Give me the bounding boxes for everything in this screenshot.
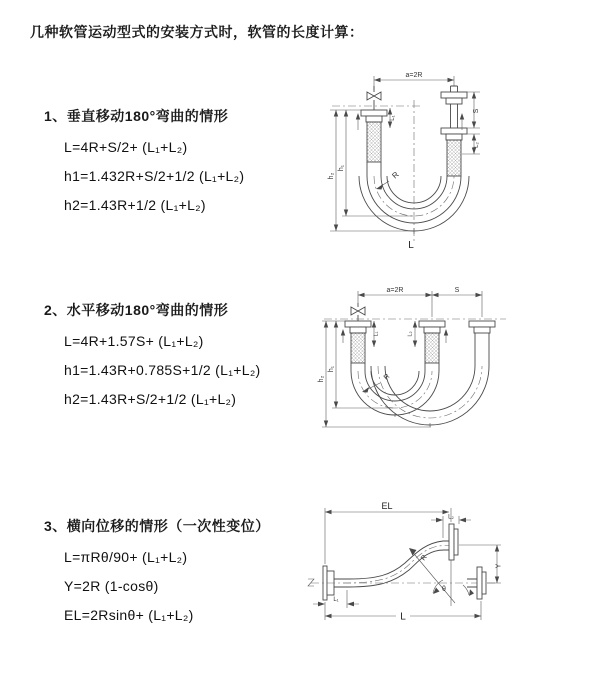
section-2-heading: 2、水平移动180°弯曲的情形: [44, 302, 229, 318]
section-2-formula-h2: h2=1.43R+S/2+1/2 (L₁+L₂): [64, 391, 237, 407]
section-1-formula-h2: h2=1.43R+1/2 (L₁+L₂): [64, 197, 206, 213]
diagram-vertical-180-bend: [312, 66, 587, 256]
valve-icon: [351, 303, 365, 321]
section-2-formula-L: L=4R+1.57S+ (L₁+L₂): [64, 333, 204, 349]
flange: [469, 321, 495, 327]
dim-label-h1: h₁: [328, 365, 335, 373]
section-1: [44, 106, 244, 213]
flange: [361, 110, 387, 116]
dim-label-h2: h₂: [328, 172, 335, 180]
valve-icon: [367, 86, 381, 110]
section-1-formula-L: L=4R+S/2+ (L₁+L₂): [64, 139, 188, 155]
braided-hose: [351, 333, 365, 363]
dim-label-L1: L₁: [333, 597, 339, 603]
section-2-formula-h1: h1=1.43R+0.785S+1/2 (L₁+L₂): [64, 362, 261, 378]
dim-label-theta: θ: [442, 586, 446, 593]
dim-label-Y: Y: [495, 563, 503, 569]
braided-hose: [447, 140, 461, 176]
dim-label-L1: L₁: [373, 331, 380, 337]
flange: [449, 524, 454, 560]
dim-label-L2: L₂: [407, 331, 414, 337]
page-title: 几种软管运动型式的安装方式时，软管的长度计算：: [30, 24, 364, 40]
dim-label-S: S: [473, 108, 480, 114]
dim-label-a2r: a=2R: [386, 287, 404, 294]
dim-label-R: R: [390, 169, 401, 181]
section-3-formula-L: L=πRθ/90+ (L₁+L₂): [64, 549, 188, 565]
section-3-heading: 3、横向位移的情形（一次性变位）: [44, 518, 270, 534]
dim-label-h2: h₂: [318, 375, 325, 383]
flange: [419, 321, 445, 327]
dim-label-R: R: [382, 372, 392, 382]
braided-hose: [367, 122, 381, 162]
dim-label-EL: EL: [381, 501, 393, 511]
section-2: [44, 300, 261, 407]
section-1-heading: 1、垂直移动180°弯曲的情形: [44, 108, 229, 124]
section-3-formula-EL: EL=2Rsinθ+ (L₁+L₂): [64, 607, 194, 623]
diagram-lateral-displacement: [303, 498, 595, 650]
braided-hose: [425, 333, 439, 363]
dim-label-S: S: [454, 287, 460, 294]
section-3: [44, 516, 270, 623]
centerline-break-mark: [308, 579, 314, 586]
flange: [441, 92, 467, 98]
dim-label-L: L: [400, 611, 406, 623]
flange: [477, 567, 482, 599]
diagram-horizontal-180-bend: [310, 281, 588, 451]
dim-label-h1: h₁: [338, 164, 345, 172]
section-3-formula-Y: Y=2R (1-cosθ): [64, 578, 159, 594]
dim-label-R: R: [420, 553, 429, 563]
flange: [345, 321, 371, 327]
dim-label-L2: L₂: [474, 142, 480, 148]
dim-label-L: L: [408, 240, 414, 251]
section-1-formula-h1: h1=1.432R+S/2+1/2 (L₁+L₂): [64, 168, 245, 184]
dim-label-L1: L₁: [390, 115, 396, 121]
dim-label-a2r: a=2R: [405, 72, 423, 79]
dim-label-L2: L₂: [448, 514, 454, 521]
